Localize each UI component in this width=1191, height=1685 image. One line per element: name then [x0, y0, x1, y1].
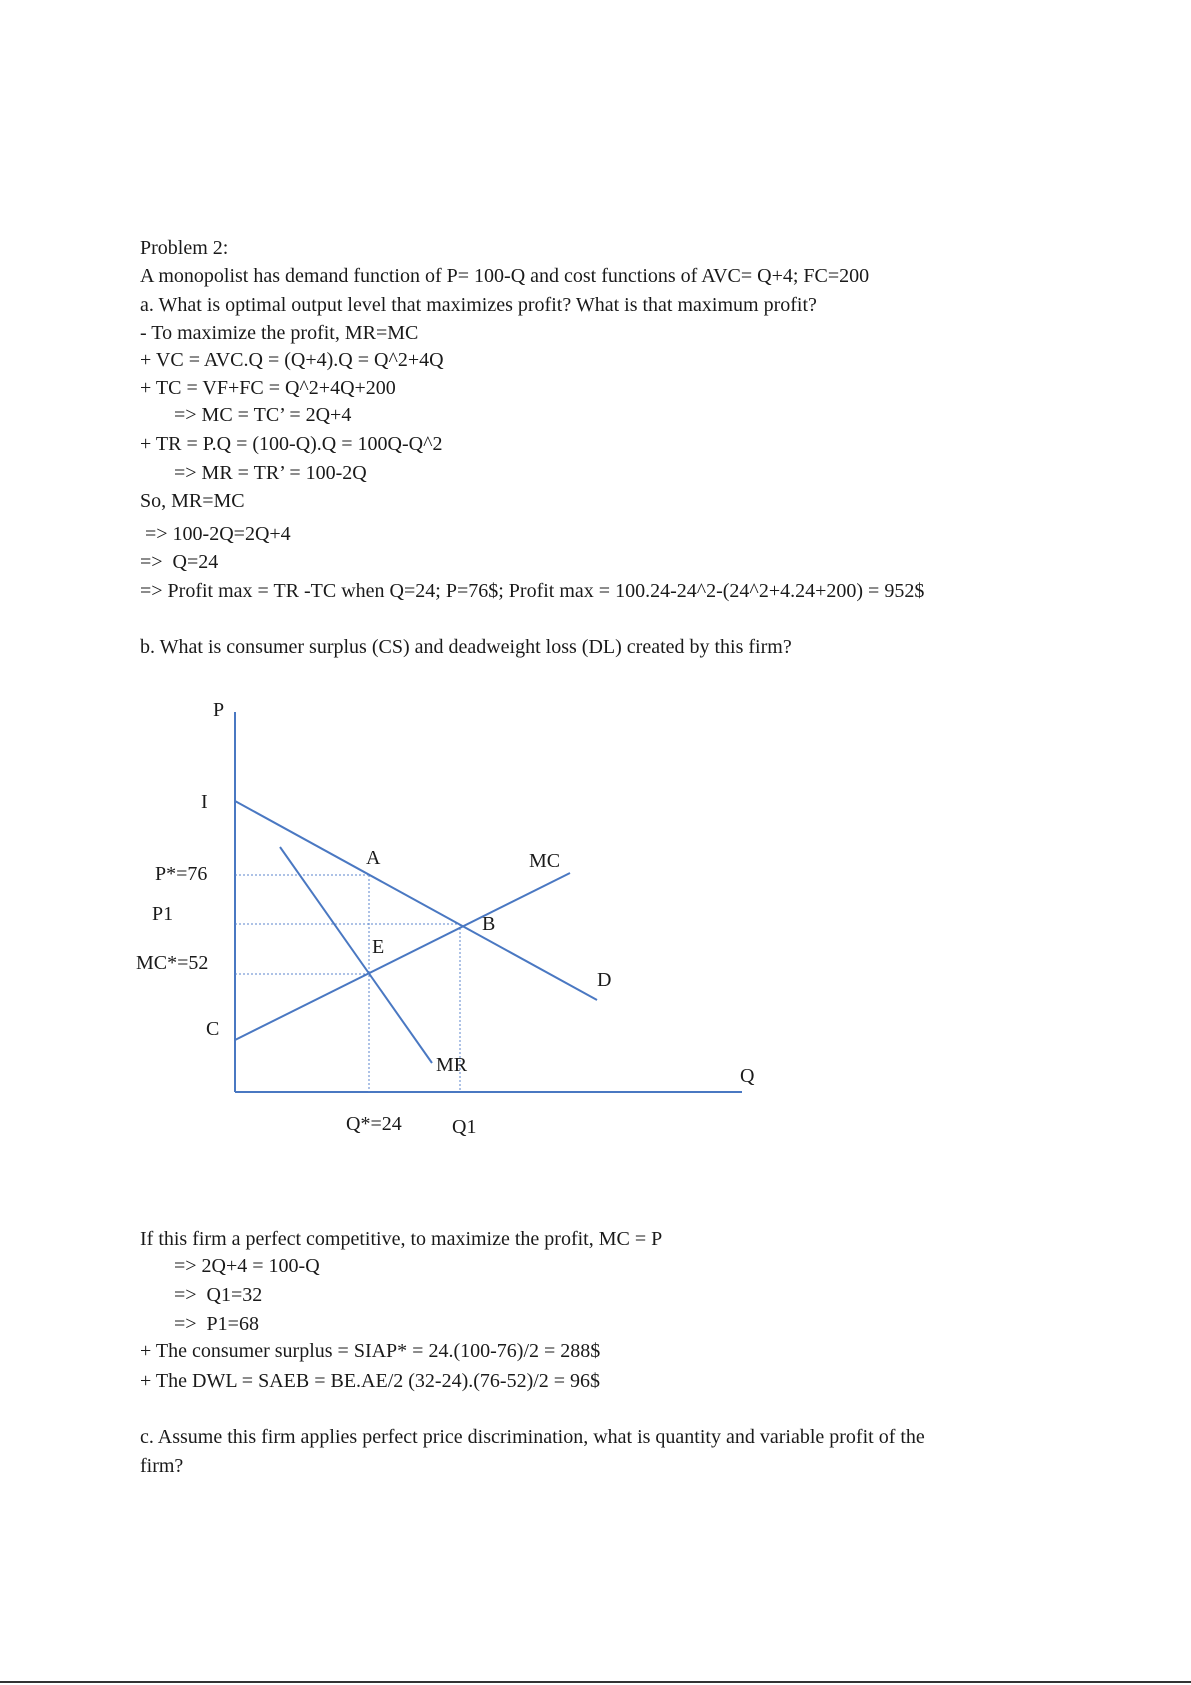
- part-b-line: => 2Q+4 = 100-Q: [174, 1255, 320, 1277]
- consumer-surplus-line: + The consumer surplus = SIAP* = 24.(100-76)/2 = 288$: [140, 1340, 601, 1362]
- problem-title: Problem 2:: [140, 237, 229, 259]
- part-a-line: So, MR=MC: [140, 490, 245, 512]
- part-a-line: => MR = TR’ = 100-2Q: [174, 462, 367, 484]
- part-a-line: - To maximize the profit, MR=MC: [140, 322, 419, 344]
- p1-label: P1: [152, 903, 174, 925]
- q-star-label: Q*=24: [346, 1113, 402, 1135]
- part-a-line: => Q=24: [140, 551, 219, 573]
- i-label: I: [201, 791, 208, 813]
- part-b-line: If this firm a perfect competitive, to maximize the profit, MC = P: [140, 1228, 663, 1250]
- point-a-label: A: [366, 847, 381, 869]
- part-a-line: + TC = VF+FC = Q^2+4Q+200: [140, 377, 396, 399]
- part-a-line: => 100-2Q=2Q+4: [140, 523, 291, 545]
- part-a-line: + VC = AVC.Q = (Q+4).Q = Q^2+4Q: [140, 349, 444, 371]
- page-bottom-rule: [0, 1681, 1191, 1683]
- part-b-line: => P1=68: [174, 1313, 259, 1335]
- part-b-line: => Q1=32: [174, 1284, 263, 1306]
- mc-label: MC: [529, 850, 561, 872]
- part-c-question: c. Assume this firm applies perfect price discrimination, what is quantity and variable profit of the: [140, 1426, 925, 1448]
- mr-curve: [280, 847, 432, 1063]
- q1-label: Q1: [452, 1116, 477, 1138]
- p-axis-label: P: [213, 699, 225, 721]
- dwl-line: + The DWL = SAEB = BE.AE/2 (32-24).(76-52)/2 = 96$: [140, 1370, 601, 1392]
- part-a-question: a. What is optimal output level that maximizes profit? What is that maximum profit?: [140, 294, 817, 316]
- mr-label: MR: [436, 1054, 468, 1076]
- point-b-label: B: [482, 913, 496, 935]
- point-e-label: E: [372, 936, 385, 958]
- mc-star-label: MC*=52: [136, 952, 209, 974]
- p-star-label: P*=76: [155, 863, 208, 885]
- q-axis-label: Q: [740, 1065, 755, 1087]
- part-a-line: => MC = TC’ = 2Q+4: [174, 404, 352, 426]
- part-a-line: + TR = P.Q = (100-Q).Q = 100Q-Q^2: [140, 433, 443, 455]
- part-c-question-cont: firm?: [140, 1455, 184, 1477]
- demand-curve: [235, 801, 597, 1000]
- c-label: C: [206, 1018, 220, 1040]
- problem-statement: A monopolist has demand function of P= 100-Q and cost functions of AVC= Q+4; FC=200: [140, 265, 870, 287]
- d-label: D: [597, 969, 612, 991]
- part-b-question: b. What is consumer surplus (CS) and deadweight loss (DL) created by this firm?: [140, 636, 792, 658]
- part-a-profit-line: => Profit max = TR -TC when Q=24; P=76$; Profit max = 100.24-24^2-(24^2+4.24+200) = 952$: [140, 580, 925, 602]
